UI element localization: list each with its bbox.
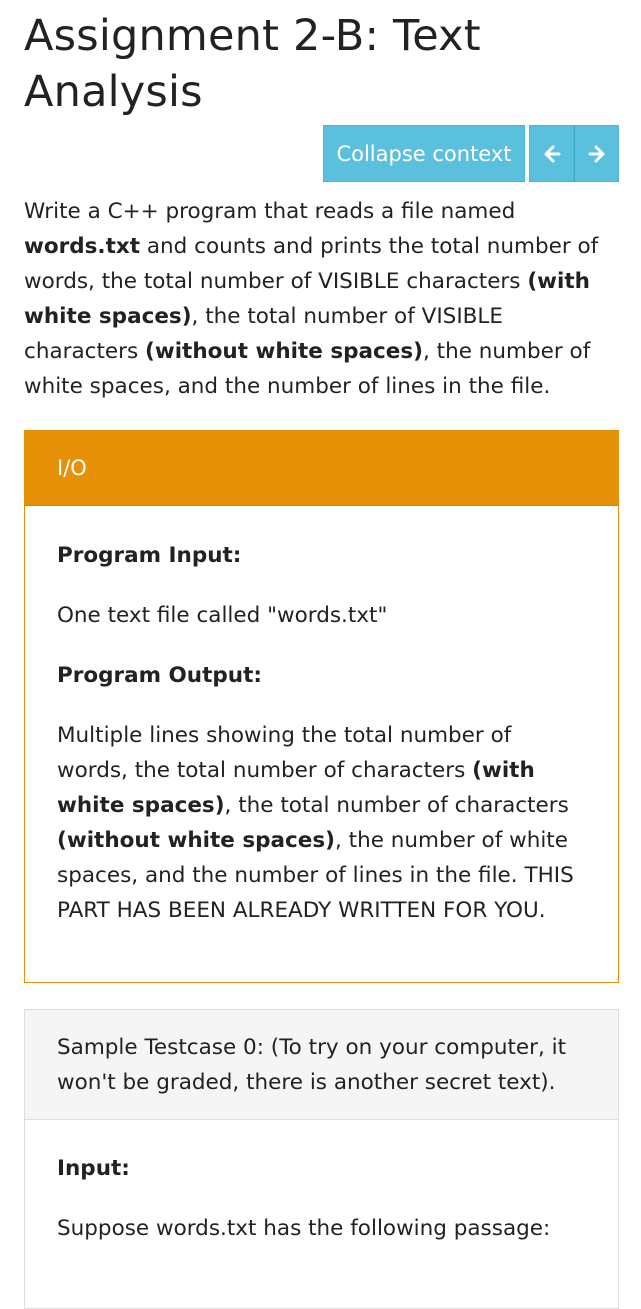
context-toolbar <box>323 125 619 182</box>
io-panel-body <box>25 538 618 928</box>
sample-input-label: Input: <box>57 1156 130 1181</box>
nav-button-group <box>529 125 619 182</box>
program-input-text: One text file called "words.txt" <box>57 603 388 628</box>
assignment-description <box>24 194 619 404</box>
sample-testcase-heading: Sample Testcase 0: (To try on your computer, it won't be graded, there is another secret text). <box>25 1010 618 1120</box>
program-output-label: Program Output: <box>57 663 262 688</box>
intro-text-3: , the total number of VISIBLE characters <box>24 304 503 364</box>
io-panel-heading: I/O <box>25 431 618 506</box>
page-title <box>24 8 619 120</box>
sample-testcase-body <box>25 1151 618 1246</box>
collapse-context-button[interactable]: Collapse context <box>323 125 525 182</box>
page-title-line-1: Assignment 2-B: Text <box>24 11 481 61</box>
output-text-2: , the total number of characters <box>224 793 569 818</box>
next-button[interactable] <box>574 125 619 182</box>
intro-text-1: Write a C++ program that reads a file named <box>24 199 516 224</box>
intro-bold-with-spaces: (with white spaces) <box>24 269 590 329</box>
intro-bold-without-spaces: (without white spaces) <box>145 339 424 364</box>
output-text-1: Multiple lines showing the total number of words, the total number of characters <box>57 723 512 783</box>
program-output-text <box>57 718 586 928</box>
sample-testcase-panel <box>24 1009 619 1309</box>
arrow-left-icon <box>543 145 561 163</box>
output-bold-with-spaces: (with white spaces) <box>57 758 535 818</box>
sample-input-text: Suppose words.txt has the following passage: <box>57 1216 551 1241</box>
previous-button[interactable] <box>529 125 574 182</box>
output-bold-without-spaces: (without white spaces) <box>57 828 336 853</box>
page <box>24 0 619 1241</box>
intro-text-2: and counts and prints the total number of words, the total number of VISIBLE characters <box>24 234 599 294</box>
arrow-right-icon <box>588 145 606 163</box>
program-input-label: Program Input: <box>57 543 242 568</box>
intro-text-4: , the number of white spaces, and the number of lines in the file. <box>24 339 591 399</box>
page-title-line-2: Analysis <box>24 67 203 117</box>
output-text-3: , the number of white spaces, and the number of lines in the file. THIS PART HAS BEEN ALREADY WRITTEN FOR YOU. <box>57 828 574 923</box>
io-panel <box>24 430 619 983</box>
intro-bold-filename: words.txt <box>24 234 141 259</box>
